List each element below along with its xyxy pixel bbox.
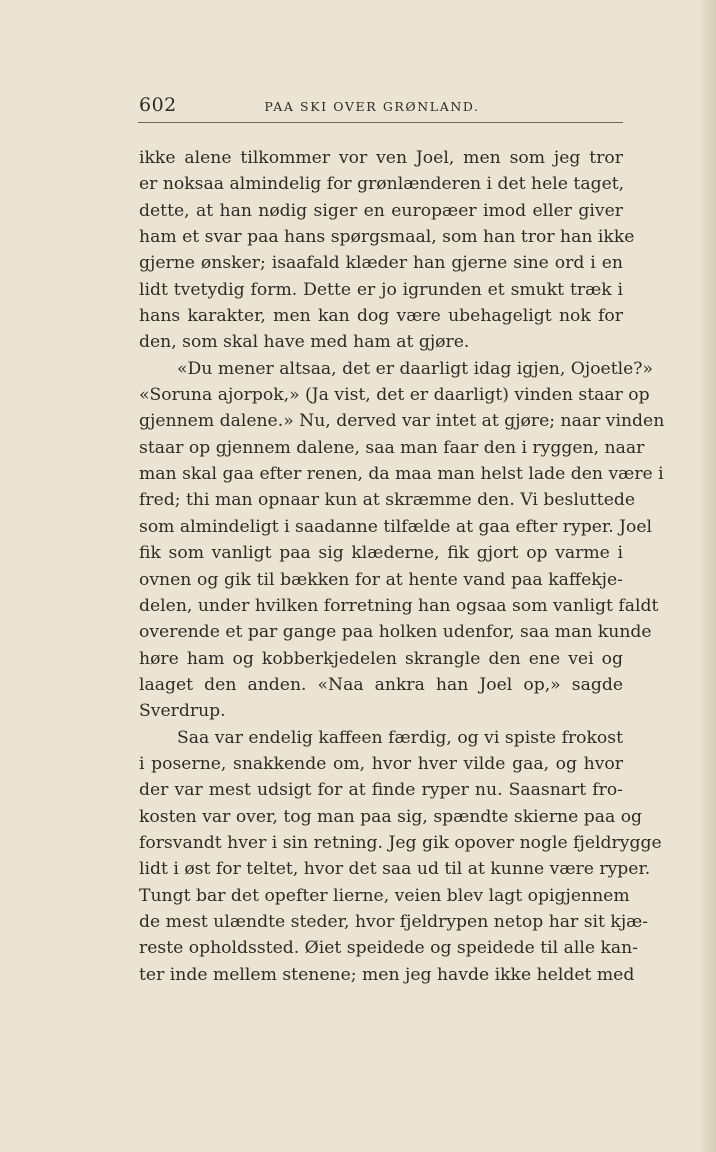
text-line: reste opholdssted. Øiet speidede og speidede til alle kan- xyxy=(139,938,638,959)
text-line: kosten var over, tog man paa sig, spændte skierne paa og xyxy=(139,806,643,827)
text-line: høre ham og kobberkjedelen skrangle den ene vei og xyxy=(139,648,623,669)
text-line: som almindeligt i saadanne tilfælde at gaa efter ryper. Joel xyxy=(139,516,653,537)
text-line: gjennem dalene.» Nu, derved var intet at gjøre; naar vinden xyxy=(139,411,665,432)
text-line: ter inde mellem stenene; men jeg havde ikke heldet med xyxy=(139,964,635,985)
text-line: laaget den anden. «Naa ankra han Joel op,» sagde xyxy=(139,674,623,695)
paragraph xyxy=(139,356,665,725)
text-line: Tungt bar det opefter lierne, veien blev lagt opigjennem xyxy=(139,885,630,906)
text-line: hans karakter, men kan dog være ubehageligt nok for xyxy=(139,306,623,327)
text-line: dette, at han nødig siger en europæer imod eller giver xyxy=(139,200,623,221)
text-line: Saa var endelig kaffeen færdig, og vi spiste frokost xyxy=(177,727,623,748)
text-line: ikke alene tilkommer vor ven Joel, men som jeg tror xyxy=(139,148,623,168)
text-line: fred; thi man opnaar kun at skræmme den. Vi besluttede xyxy=(139,490,636,511)
page-number: 602 xyxy=(139,94,177,116)
body-text xyxy=(139,145,665,988)
text-line: den, som skal have med ham at gjøre. xyxy=(139,332,470,353)
text-line: forsvandt hver i sin retning. Jeg gik opover nogle fjeldrygge xyxy=(139,832,662,853)
text-line: lidt i øst for teltet, hvor det saa ud til at kunne være ryper. xyxy=(139,859,651,880)
text-line: delen, under hvilken forretning han ogsaa som vanligt faldt xyxy=(139,595,659,616)
text-line: fik som vanligt paa sig klæderne, fik gjort op varme i xyxy=(139,543,623,564)
text-line: de mest ulændte steder, hvor fjeldrypen netop har sit kjæ- xyxy=(139,911,649,932)
page-edge-shadow xyxy=(698,0,716,1152)
text-line: i poserne, snakkende om, hvor hver vilde gaa, og hvor xyxy=(139,753,623,774)
text-line: «Soruna ajorpok,» (Ja vist, det er daarligt) vinden staar op xyxy=(139,385,650,406)
text-line: gjerne ønsker; isaafald klæder han gjerne sine ord i en xyxy=(139,253,623,274)
text-line: Sverdrup. xyxy=(139,701,226,722)
paragraph xyxy=(139,145,635,356)
header-rule xyxy=(138,122,623,123)
text-line: «Du mener altsaa, det er daarligt idag igjen, Ojoetle?» xyxy=(177,358,654,379)
text-line: overende et par gange paa holken udenfor, saa man kunde xyxy=(139,622,652,643)
text-line: lidt tvetydig form. Dette er jo igrunden et smukt træk i xyxy=(139,279,623,300)
text-line: ovnen og gik til bækken for at hente vand paa kaffekje- xyxy=(139,569,623,590)
paragraph xyxy=(139,725,662,988)
text-line: er noksaa almindelig for grønlænderen i det hele taget, xyxy=(139,174,625,195)
text-line: ham et svar paa hans spørgsmaal, som han tror han ikke xyxy=(139,227,635,248)
text-line: der var mest udsigt for at finde ryper nu. Saasnart fro- xyxy=(139,780,623,801)
running-head: PAA SKI OVER GRØNLAND. xyxy=(264,99,480,114)
text-line: man skal gaa efter renen, da maa man helst lade den være i xyxy=(139,464,664,485)
text-line: staar op gjennem dalene, saa man faar den i ryggen, naar xyxy=(139,437,645,458)
